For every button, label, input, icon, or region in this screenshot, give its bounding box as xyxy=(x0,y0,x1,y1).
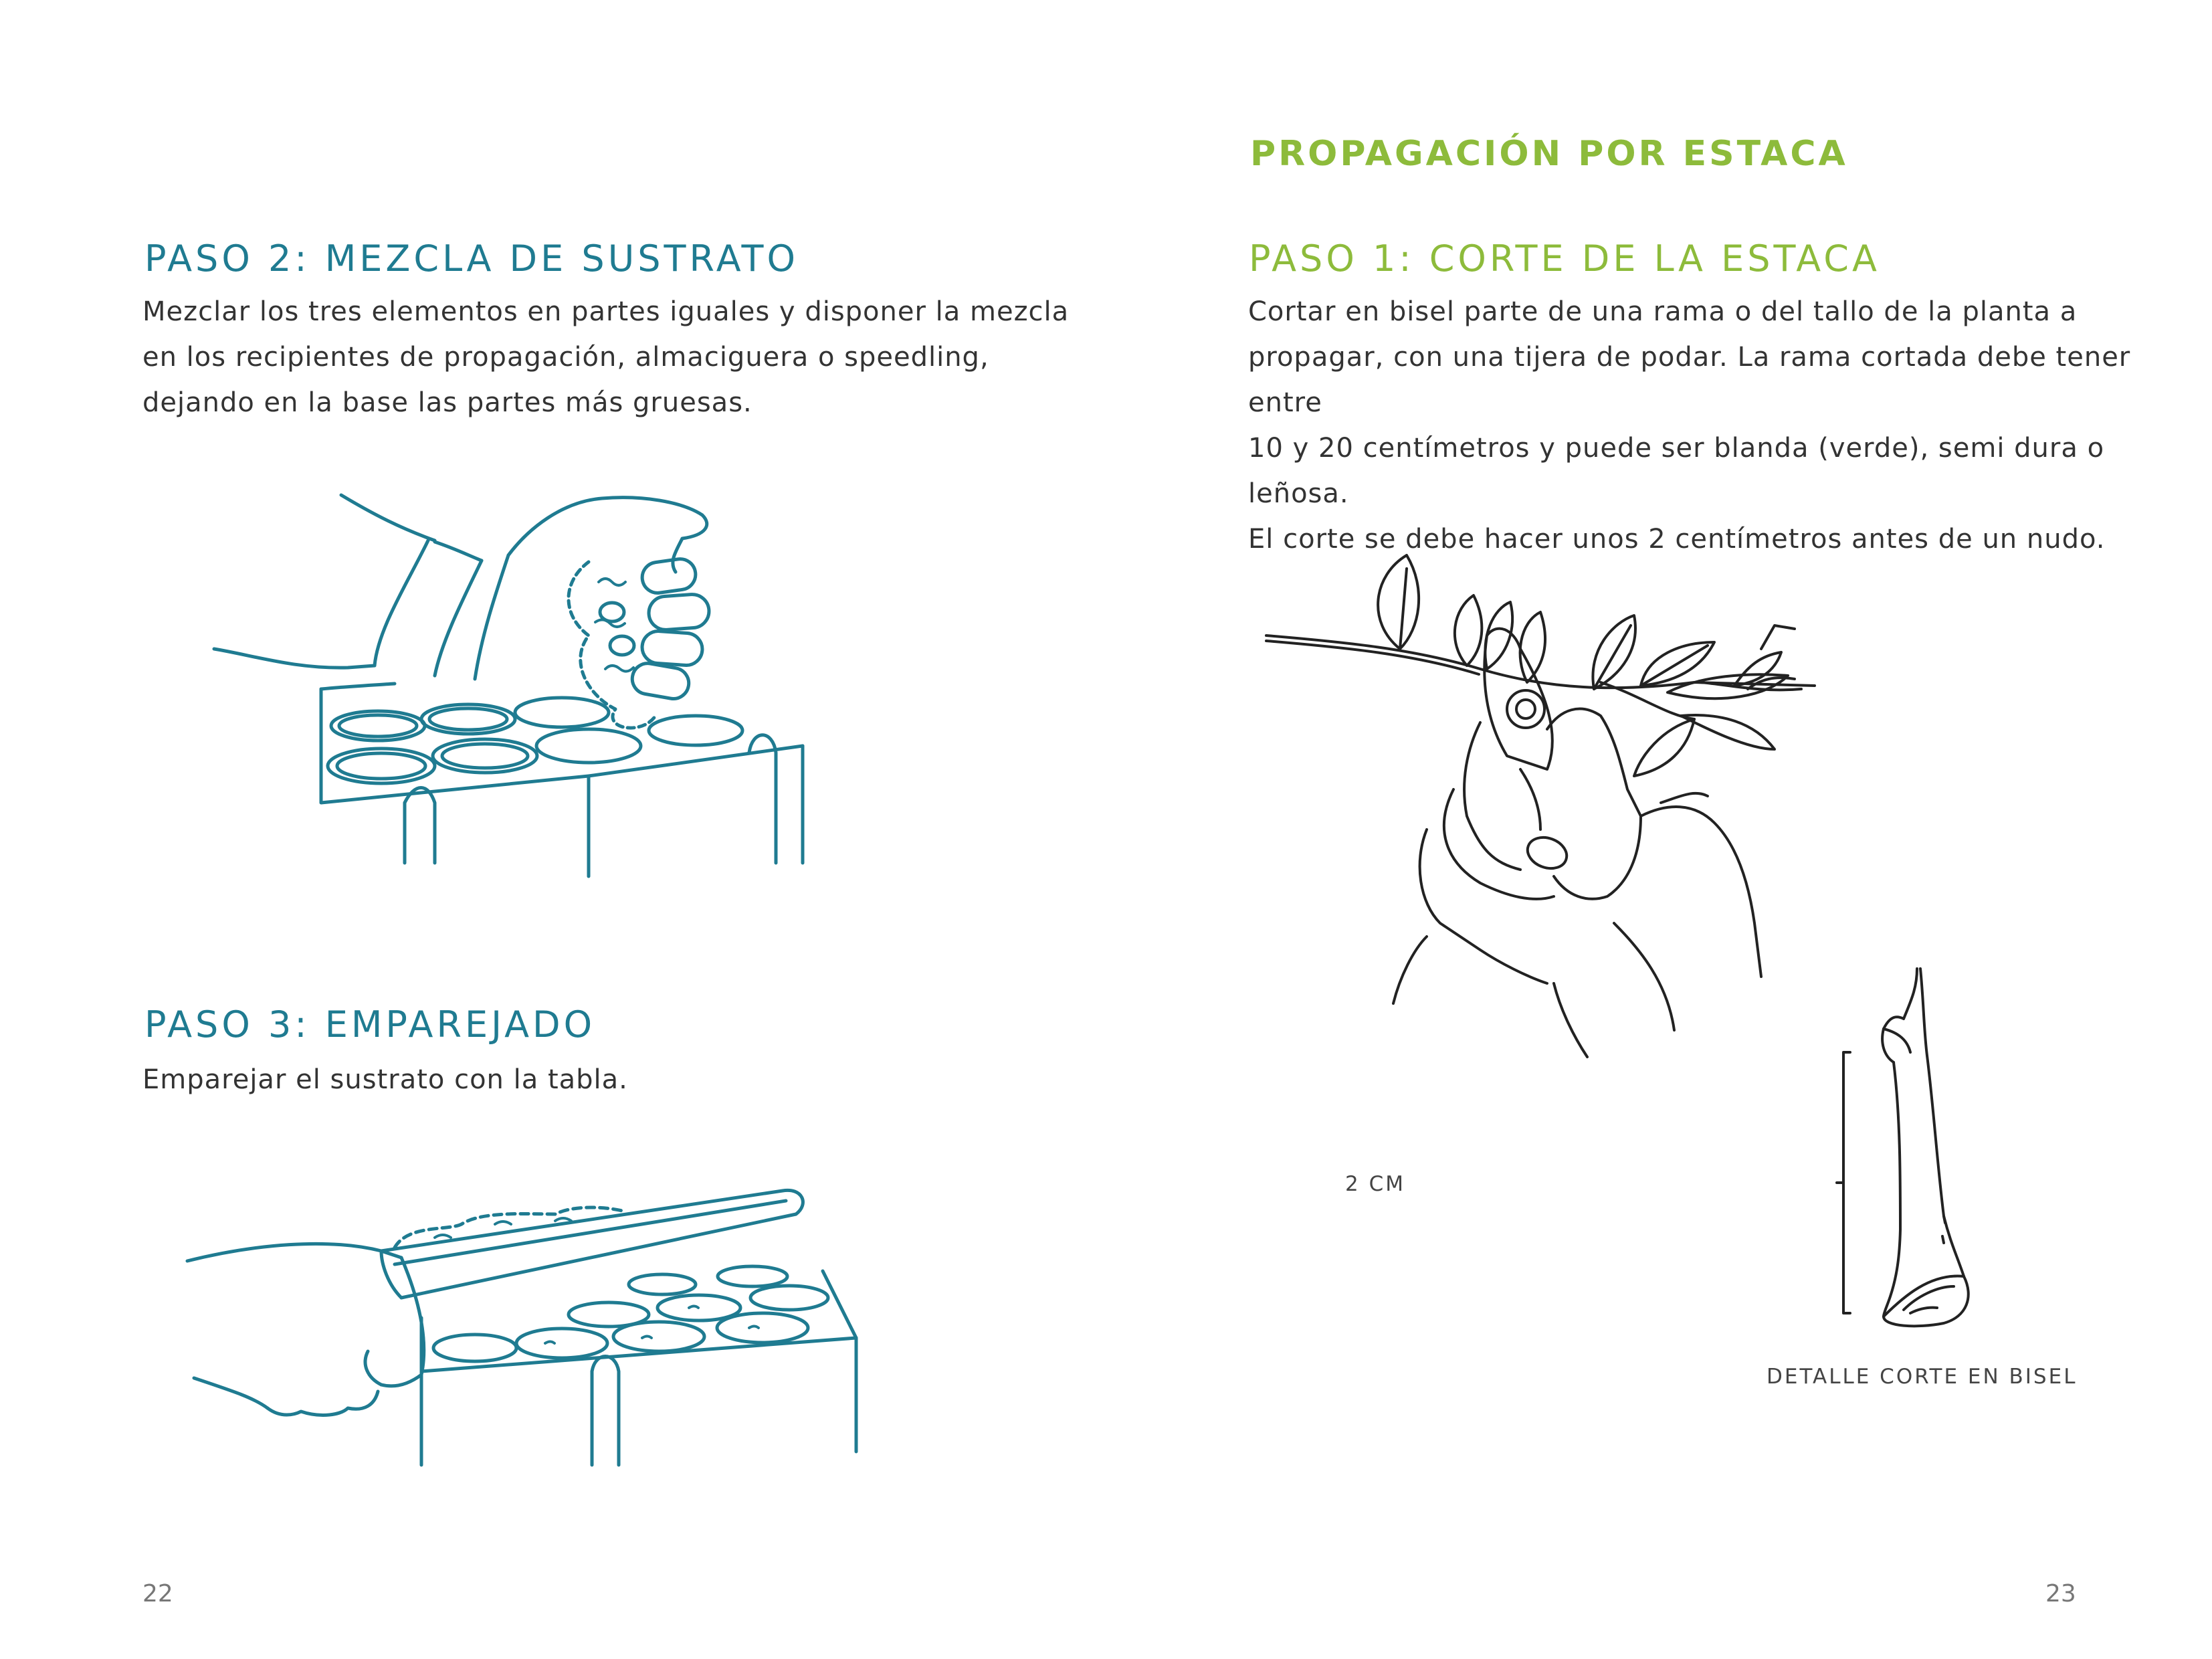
step-3-line: Emparejar el sustrato con la tabla. xyxy=(142,1064,628,1095)
bevel-cut-detail-illustration xyxy=(1843,962,2017,1327)
step-2-line: dejando en la base las partes más gruesas. xyxy=(142,387,752,418)
section-title: PROPAGACIÓN POR ESTACA xyxy=(1250,134,1848,174)
measure-label: 2 CM xyxy=(1345,1172,1405,1196)
pruning-shears-illustration xyxy=(1266,549,1841,1057)
step-2-text xyxy=(142,289,1069,425)
step-2-line: Mezclar los tres elementos en partes iguales y disponer la mezcla xyxy=(142,296,1070,327)
page-number-left: 22 xyxy=(142,1580,173,1607)
step-3-text xyxy=(142,1057,628,1102)
leveling-board-illustration xyxy=(181,1184,876,1478)
step-2-line: en los recipientes de propagación, almaciguera o speedling, xyxy=(142,342,989,373)
step-1-line: El corte se debe hacer unos 2 centímetros antes de un nudo. xyxy=(1248,524,2106,555)
step-2-heading: PASO 2: MEZCLA DE SUSTRATO xyxy=(144,237,799,280)
step-1-line: 10 y 20 centímetros y puede ser blanda (verde), semi dura o leñosa. xyxy=(1248,433,2105,509)
step-1-text xyxy=(1248,289,2212,562)
substrate-mixing-illustration xyxy=(214,488,829,863)
step-1-line: propagar, con una tijera de podar. La rama cortada debe tener entre xyxy=(1248,342,2131,418)
page-number-right: 23 xyxy=(2045,1580,2076,1607)
step-3-heading: PASO 3: EMPAREJADO xyxy=(144,1003,596,1046)
step-1-line: Cortar en bisel parte de una rama o del tallo de la planta a xyxy=(1248,296,2078,327)
detail-caption: DETALLE CORTE EN BISEL xyxy=(1767,1365,2078,1389)
right-page xyxy=(1106,0,2212,1659)
step-1-heading: PASO 1: CORTE DE LA ESTACA xyxy=(1249,237,1880,280)
